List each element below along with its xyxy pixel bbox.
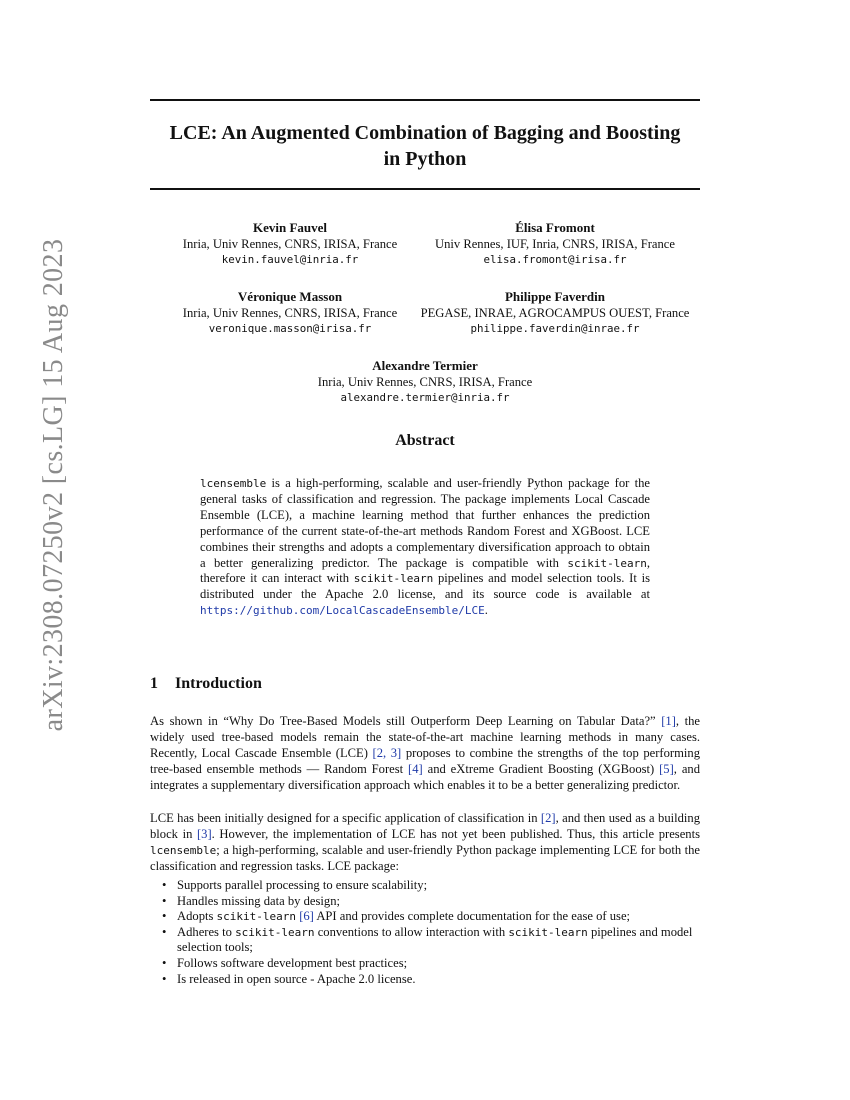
list-item-text: conventions to allow interaction with [314, 924, 509, 939]
title-line-2: in Python [383, 148, 467, 170]
scikit-learn-name: scikit-learn [508, 925, 588, 939]
author-card [150, 220, 430, 268]
title-bottom-rule [150, 188, 700, 190]
feature-list [150, 878, 700, 987]
paragraph-text: . However, the implementation of LCE has not yet been published. Thus, this article presents [211, 826, 700, 841]
paragraph-text: , and integrates a supplementary diversification approach which enables it to be a better generalizing predictor. [150, 761, 700, 792]
scikit-learn-name: scikit-learn [235, 925, 315, 939]
paper-title [150, 120, 700, 172]
list-item [150, 878, 700, 894]
citation-link[interactable]: [1] [661, 714, 676, 728]
abstract-text-part: , therefore it can interact with [200, 555, 650, 586]
author-card [150, 289, 430, 337]
list-item-text: pipelines and model selection tools; [177, 924, 693, 955]
abstract-text [200, 476, 650, 619]
author-card [150, 358, 700, 406]
paragraph-text: proposes to combine the strengths of the top performing tree-based ensemble methods — Random Forest [150, 745, 700, 776]
list-item [150, 956, 700, 972]
intro-paragraph-2 [150, 811, 700, 875]
abstract-heading: Abstract [395, 432, 455, 449]
citation-link[interactable]: [3] [196, 826, 212, 841]
list-item-text: Supports parallel processing to ensure scalability; [177, 878, 428, 892]
author-card [415, 220, 695, 268]
author-email[interactable]: elisa.fromont@irisa.fr [483, 253, 627, 266]
section-number: 1 [150, 675, 158, 692]
citation-link[interactable]: [2] [540, 811, 556, 825]
github-repository-link[interactable]: https://github.com/LocalCascadeEnsemble/LCE [200, 604, 485, 618]
title-top-rule [150, 99, 700, 101]
list-item-text: Is released in open source - Apache 2.0 license. [177, 971, 416, 986]
author-name: Élisa Fromont [515, 220, 595, 235]
arxiv-identifier-stamp: arXiv:2308.07250v2 [cs.LG] 15 Aug 2023 [38, 238, 69, 732]
author-affiliation: Inria, Univ Rennes, CNRS, IRISA, France [317, 375, 533, 389]
citation-link[interactable]: [6] [299, 909, 314, 924]
author-affiliation: Univ Rennes, IUF, Inria, CNRS, IRISA, France [434, 237, 675, 251]
bullet-icon: • [162, 909, 167, 924]
author-name: Kevin Fauvel [252, 220, 328, 235]
citation-link[interactable]: [4] [408, 761, 423, 776]
bullet-icon: • [162, 971, 167, 986]
author-email[interactable]: philippe.faverdin@inrae.fr [470, 322, 640, 335]
list-item [150, 925, 700, 956]
author-name: Alexandre Termier [372, 358, 478, 373]
package-name: lcensemble [150, 843, 217, 857]
citation-link[interactable]: [2, 3] [372, 745, 402, 760]
package-name: lcensemble [200, 477, 267, 490]
bullet-icon: • [162, 893, 167, 908]
author-email[interactable]: kevin.fauvel@inria.fr [221, 253, 359, 266]
paragraph-text: As shown in “Why Do Tree-Based Models still Outperform Deep Learning on Tabular Data?” [150, 714, 662, 728]
author-email[interactable]: alexandre.termier@inria.fr [340, 391, 510, 404]
author-affiliation: Inria, Univ Rennes, CNRS, IRISA, France [182, 237, 398, 251]
author-card [405, 289, 705, 337]
abstract-text-part: is a high-performing, scalable and user-friendly Python package for the general tasks of classification and regression. The package implements Local Cascade Ensemble (LCE), a machine learning method that further enhances the prediction performance of the current state-of-the-art methods Random Forest and XGBoost. LCE combines their strengths and adopts a complementary diversification approach to obtain a better generalizing predictor. The package is compatible with [200, 476, 650, 570]
scikit-learn-name: scikit-learn [567, 556, 647, 570]
bullet-icon: • [162, 955, 167, 970]
section-title: Introduction [175, 675, 262, 692]
citation-link[interactable]: [5] [659, 761, 674, 776]
author-affiliation: Inria, Univ Rennes, CNRS, IRISA, France [182, 306, 398, 320]
intro-paragraph-1 [150, 714, 700, 794]
list-item-text: Handles missing data by design; [177, 893, 340, 908]
paragraph-text: , the widely used tree-based models remain the state-of-the-art machine learning methods in many cases. Recently, Local Cascade Ensemble (LCE) [150, 714, 700, 760]
list-item [150, 894, 700, 910]
title-line-1: LCE: An Augmented Combination of Bagging and Boosting [169, 122, 681, 144]
abstract-text-part: pipelines and model selection tools. It is distributed under the Apache 2.0 license, and its source code is available at [200, 571, 650, 602]
list-item-text: Adheres to [177, 924, 236, 939]
paragraph-text: LCE has been initially designed for a specific application of classification in [150, 811, 541, 825]
section-heading-introduction [150, 675, 700, 693]
paragraph-text: ; a high-performing, scalable and user-friendly Python package implementing LCE for both the classification and regression tasks. LCE package: [150, 842, 700, 873]
author-affiliation: PEGASE, INRAE, AGROCAMPUS OUEST, France [420, 306, 690, 320]
author-name: Philippe Faverdin [504, 289, 606, 304]
scikit-learn-name: scikit-learn [216, 910, 297, 924]
abstract-text-part: . [484, 603, 488, 618]
paragraph-text: and eXtreme Gradient Boosting (XGBoost) [422, 761, 660, 776]
bullet-icon: • [162, 878, 167, 892]
bullet-icon: • [162, 924, 167, 939]
scikit-learn-name: scikit-learn [353, 572, 434, 586]
list-item [150, 972, 700, 988]
list-item-text: Follows software development best practices; [177, 955, 408, 970]
author-name: Véronique Masson [237, 289, 343, 304]
author-email[interactable]: veronique.masson@irisa.fr [208, 322, 372, 335]
paragraph-text: , and then used as a building block in [150, 811, 700, 841]
list-item [150, 909, 700, 925]
list-item-text: Adopts [177, 909, 217, 924]
list-item-text: API and provides complete documentation for the ease of use; [313, 909, 631, 924]
